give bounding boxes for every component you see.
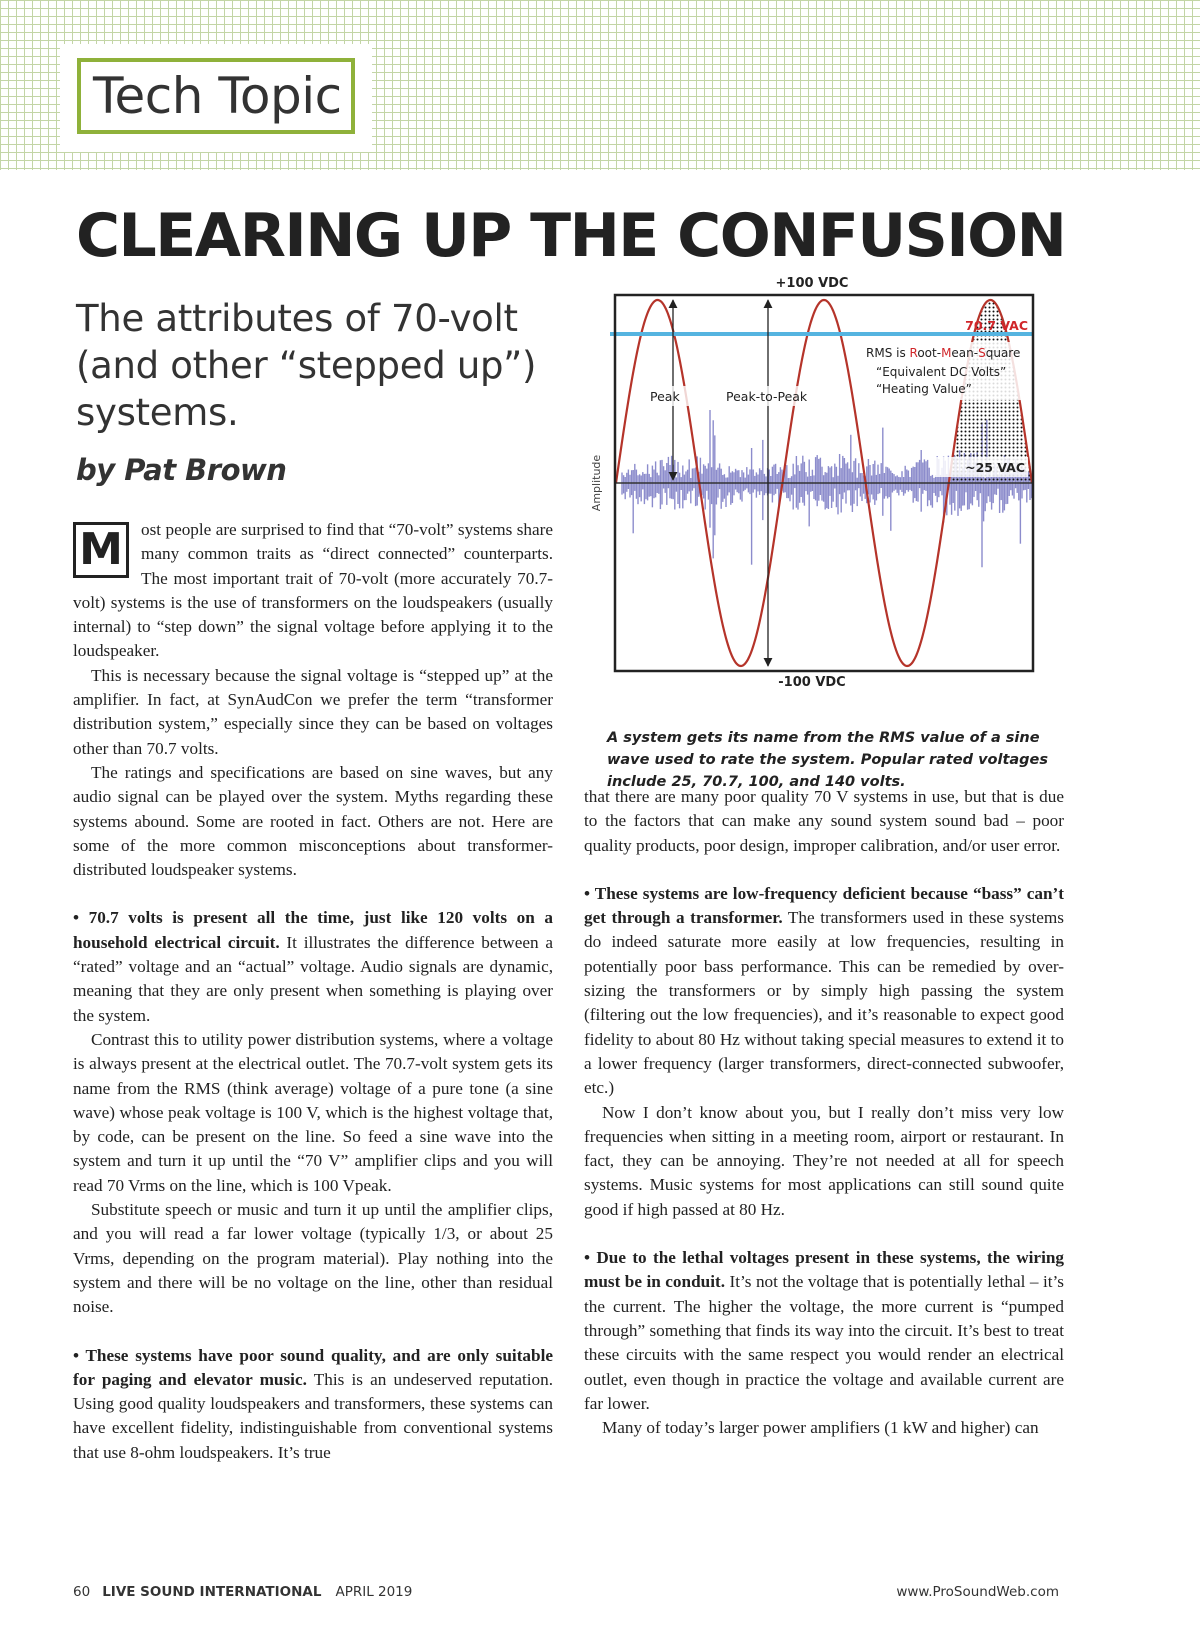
peak-label: Peak	[650, 389, 680, 404]
paragraph: The ratings and specifications are based on sine waves, but any audio signal can be played over the system. Myths regarding these systems abound. Some are rooted in fact. Others are not. Here are some of the more common misconceptions about transformer-distributed loudspeaker systems.	[73, 762, 553, 880]
svg-text:“Heating Value”: “Heating Value”	[876, 382, 972, 396]
average-voltage-label: ~25 VAC	[965, 460, 1025, 475]
issue-date: APRIL 2019	[335, 1584, 413, 1600]
paragraph: that there are many poor quality 70 V systems in use, but that is due to the factors that can make any sound system sound bad – poor quality products, poor design, improper calibration, and/or user error.	[584, 787, 1064, 855]
subtitle: The attributes of 70-volt (and other “stepped up”) systems.	[76, 297, 537, 434]
y-axis-label: Amplitude	[590, 454, 603, 512]
peak-to-peak-label: Peak-to-Peak	[726, 389, 808, 404]
drop-cap: M	[73, 522, 129, 578]
waveform-figure	[588, 270, 1068, 725]
paragraph: Many of today’s larger power amplifiers (1 kW and higher) can	[602, 1418, 1039, 1438]
myth-heading: • 70.7 volts is present all the time, just like 120 volts on a household electrical circuit.	[73, 908, 553, 952]
rms-voltage-label: 70.7 VAC	[965, 318, 1028, 333]
headline: CLEARING UP THE CONFUSION	[76, 201, 1066, 271]
byline: by Pat Brown	[76, 453, 287, 487]
footer-url: www.ProSoundWeb.com	[896, 1584, 1059, 1600]
myth-heading: • These systems have poor sound quality, and are only suitable for paging and elevator music.	[73, 1345, 553, 1389]
right-column	[584, 785, 1064, 1440]
myth-paragraph: • These systems have poor sound quality, and are only suitable for paging and elevator music. This is an undeserved reputation. Using good quality loudspeakers and transformers, these systems can have excellent fidelity, indistinguishable from conventional systems that use 8-ohm loudspeakers. It’s true	[73, 1345, 553, 1462]
section-tag: Tech Topic	[77, 58, 355, 134]
intro-paragraph: M ost people are surprised to find that “70-volt” systems share many common traits as “direct connected” counterparts. The most important trait of 70-volt (more accurately 70.7-volt) systems is the use of transformers on the loudspeakers (usually internal) to “step down” the signal voltage before applying it to the loudspeaker.	[73, 520, 553, 661]
svg-text:RMS is Root-Mean-Square: RMS is Root-Mean-Square	[866, 346, 1021, 360]
page-number: 60	[73, 1584, 91, 1600]
myth-heading: • Due to the lethal voltages present in these systems, the wiring must be in conduit.	[584, 1248, 1064, 1292]
footer-left	[73, 1584, 412, 1600]
paragraph: Now I don’t know about you, but I really don’t miss very low frequencies when sitting in a meeting room, airport or restaurant. In fact, they can be annoying. They’re not needed at all for speech systems. Music systems for most applications can still sound quite good if high passed at 80 Hz.	[584, 1102, 1064, 1219]
publication-name: LIVE SOUND INTERNATIONAL	[102, 1584, 322, 1600]
bottom-voltage-label: -100 VDC	[778, 675, 846, 690]
top-voltage-label: +100 VDC	[775, 276, 849, 291]
left-column	[73, 518, 553, 1465]
paragraph: Substitute speech or music and turn it up until the amplifier clips, and you will read a far lower voltage (typically 1/3, or about 25 Vrms, depending on the program material). Play nothing into the system and there will be no voltage on the line, other than residual noise.	[73, 1200, 553, 1317]
myth-paragraph: • These systems are low-frequency deficient because “bass” can’t get through a transformer. The transformers used in these systems do indeed saturate more easily at low frequencies, resulting in potentially poor bass performance. This can be remedied by over-sizing the transformers or by simply high passing the system (filtering out the low frequencies), and it’s reasonable to expect good fidelity to about 80 Hz without taking special measures to extend it to a lower frequency (larger transformers, direct-connected subwoofer, etc.)	[584, 883, 1064, 1098]
svg-text:“Equivalent DC Volts”: “Equivalent DC Volts”	[876, 365, 1007, 379]
rms-explanation	[860, 342, 1028, 400]
paragraph: This is necessary because the signal voltage is “stepped up” at the amplifier. In fact, at SynAudCon we prefer the term “transformer distribution system,” especially since they can be based on voltages other than 70.7 volts.	[73, 665, 553, 758]
myth-heading: • These systems are low-frequency deficient because “bass” can’t get through a transformer.	[584, 883, 1064, 928]
paragraph: Contrast this to utility power distribution systems, where a voltage is always present at the electrical outlet. The 70.7-volt system gets its name from the RMS (think average) voltage of a pure tone (a sine wave) whose peak voltage is 100 V, which is the highest voltage that, by code, can be present on the line. So feed a sine wave into the system and turn it up until the “70 V” amplifier clips and you will read 70 Vrms on the line, which is 100 Vpeak.	[73, 1029, 553, 1195]
myth-paragraph: • Due to the lethal voltages present in these systems, the wiring must be in conduit. It’s not the voltage that is potentially lethal – it’s the current. The higher the voltage, the more current is “pumped through” something that finds its way into the circuit. It’s best to treat these circuits with the same respect you would render an electrical outlet, even though in practice the voltage and available current are far lower.	[584, 1248, 1064, 1413]
figure-caption: A system gets its name from the RMS value of a sine wave used to rate the system. Popular rated voltages include 25, 70.7, 100, and 140 volts.	[607, 730, 1049, 790]
myth-paragraph: • 70.7 volts is present all the time, just like 120 volts on a household electrical circuit. It illustrates the difference between a “rated” voltage and an “actual” voltage. Audio signals are dynamic, meaning that they are only present when something is playing over the system.	[73, 908, 553, 1025]
